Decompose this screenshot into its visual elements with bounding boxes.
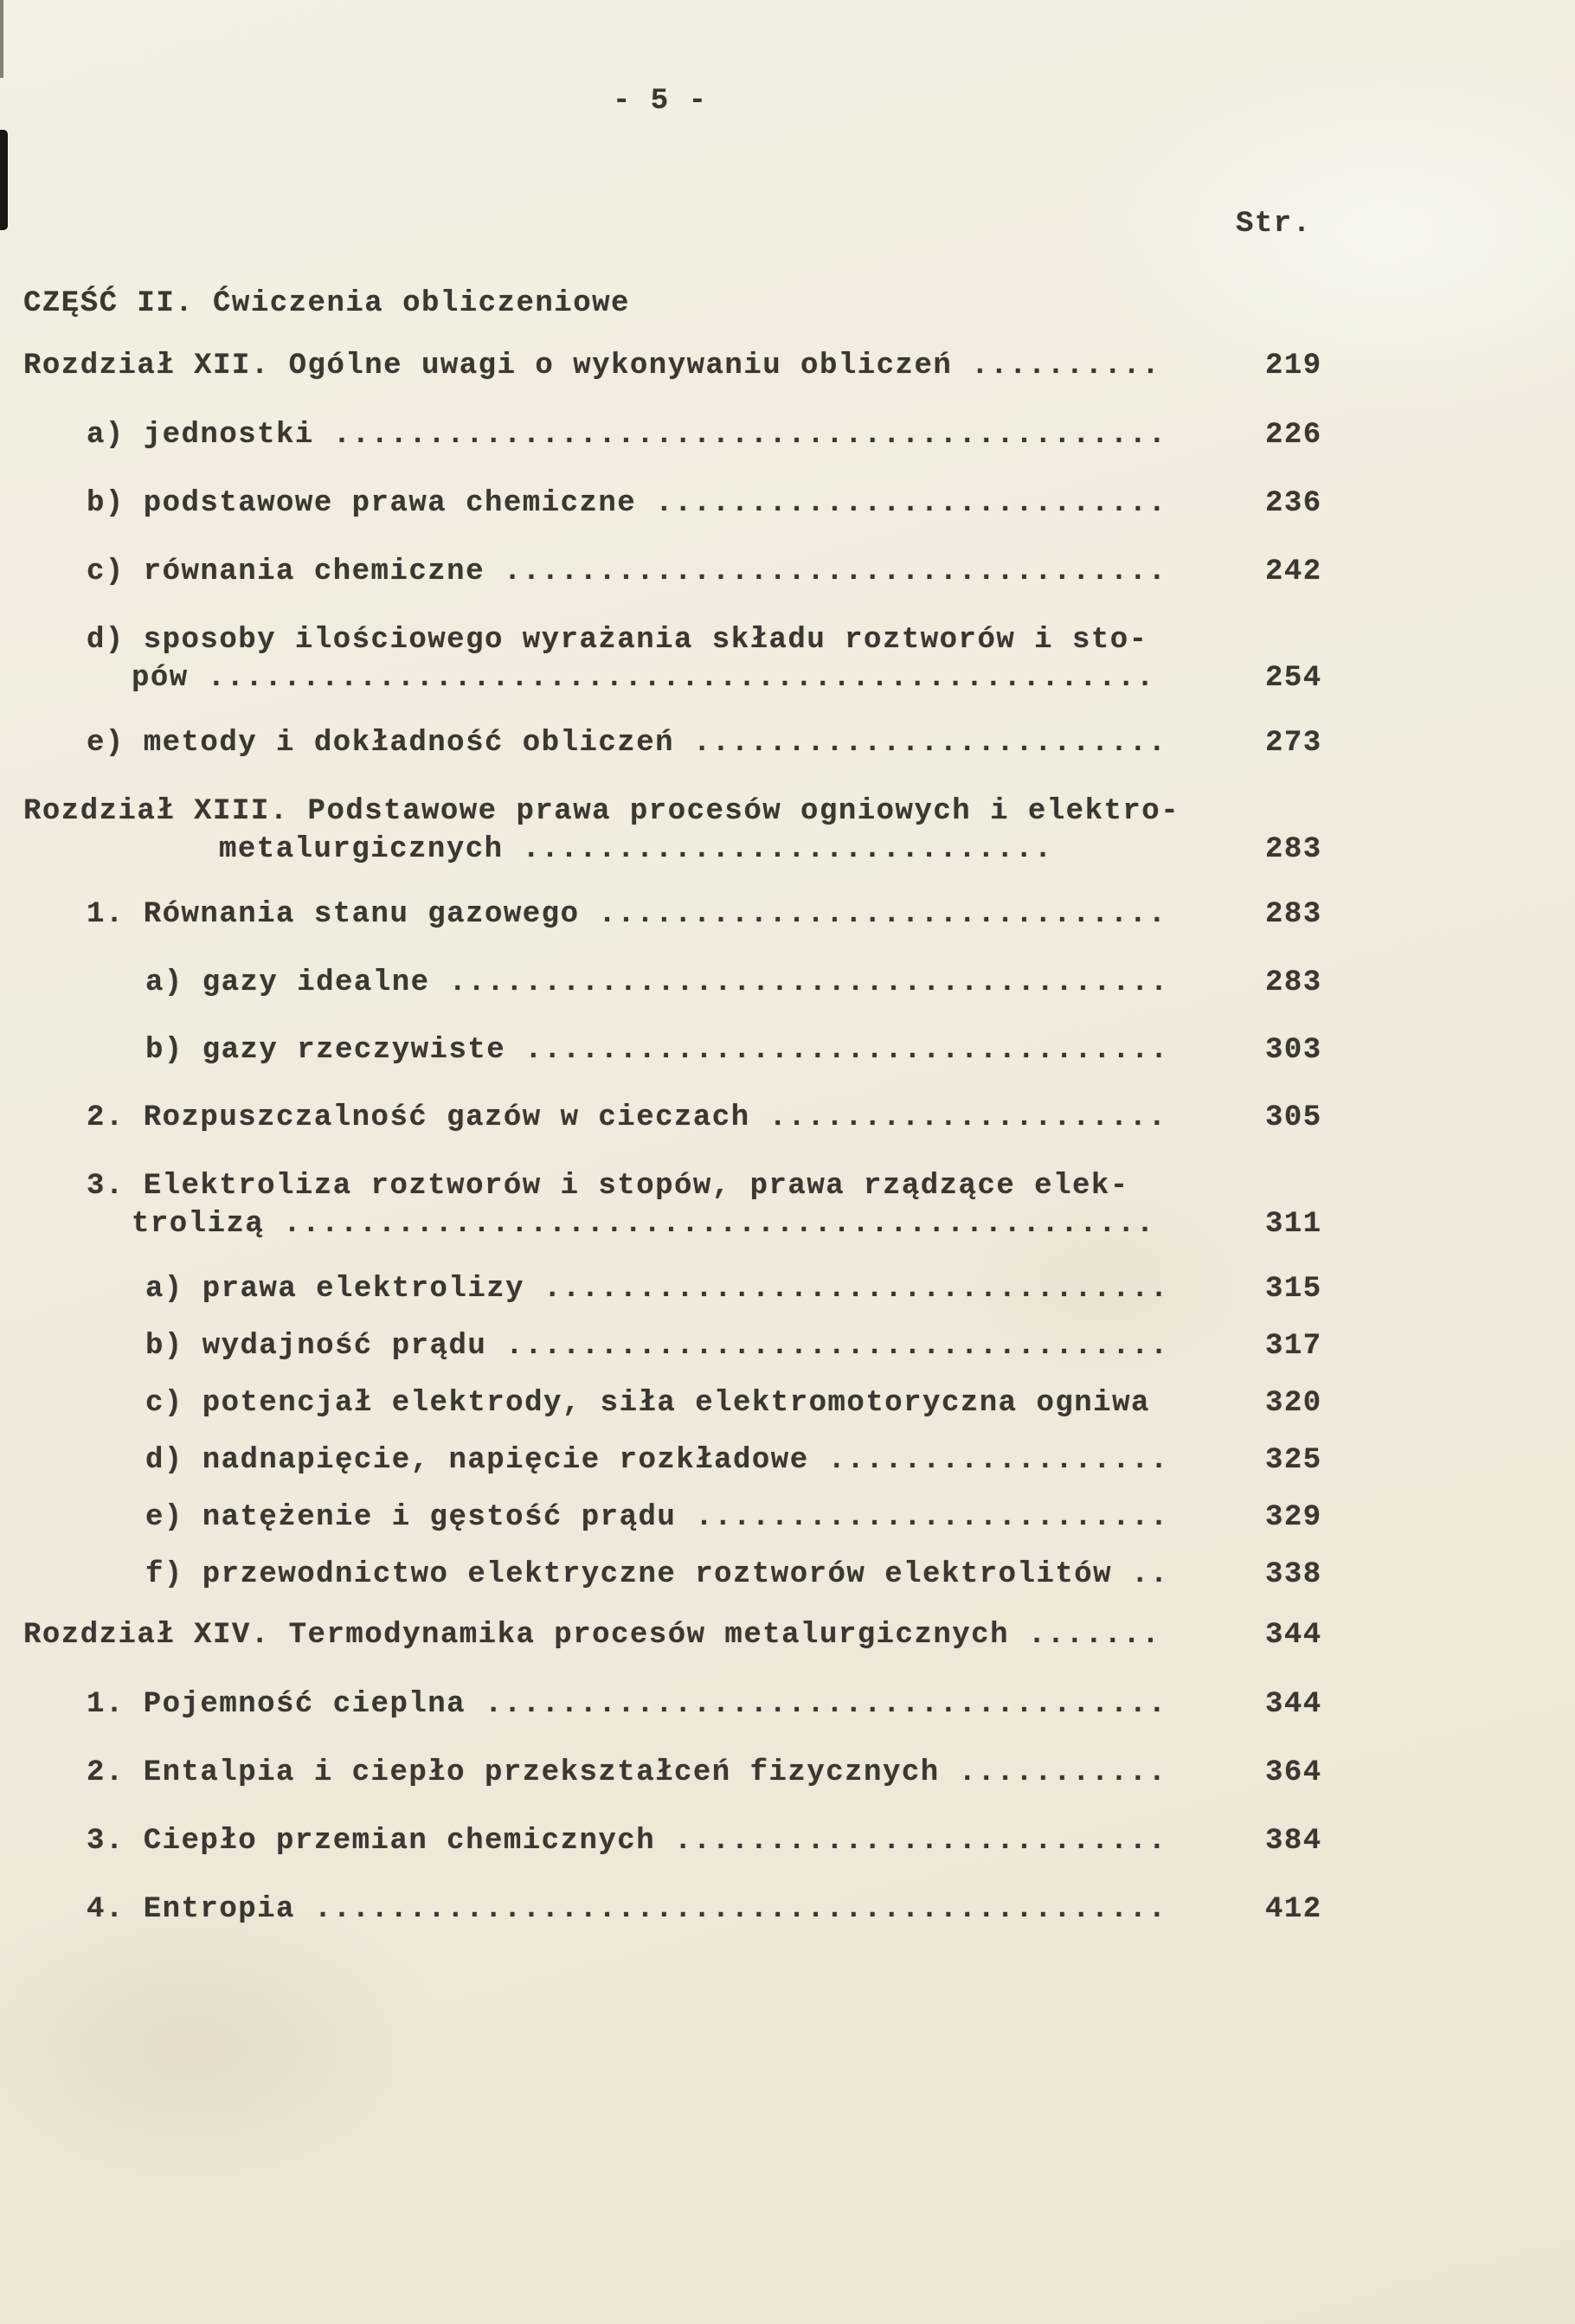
toc-entry-text: 3. Elektroliza roztworów i stopów, prawa rządzące elek- — [87, 1170, 1129, 1203]
scan-edge-artifact — [0, 130, 8, 230]
toc-page-number: 311 — [1265, 1208, 1322, 1241]
toc-row — [23, 1686, 1552, 1723]
toc-row — [23, 1557, 1552, 1593]
toc-row — [23, 1755, 1552, 1791]
scan-edge-artifact-top — [0, 0, 3, 78]
toc-page-number: 364 — [1265, 1756, 1322, 1789]
toc-page-number: 344 — [1265, 1619, 1322, 1652]
toc-row — [23, 1499, 1552, 1536]
toc-entry-text: b) gazy rzeczywiste .................................. — [145, 1034, 1169, 1067]
toc-entry-text: 1. Pojemność cieplna .................................... — [87, 1688, 1167, 1721]
toc-entry-text: a) gazy idealne ...................................... — [145, 966, 1169, 999]
toc-list — [23, 286, 1552, 1960]
toc-entry-text: CZĘŚĆ II. Ćwiczenia obliczeniowe — [23, 287, 630, 320]
toc-page-number: 320 — [1265, 1387, 1322, 1420]
toc-row — [23, 725, 1552, 761]
toc-entry-text: metalurgicznych ............................ — [219, 833, 1053, 866]
toc-row — [23, 660, 1552, 697]
toc-entry-text: c) potencjał elektrody, siła elektromotoryczna ogniwa — [145, 1387, 1150, 1420]
toc-row — [23, 1328, 1552, 1364]
toc-entry-text: 4. Entropia ............................................. — [87, 1893, 1167, 1926]
folio-page-number: - 5 - — [613, 85, 708, 118]
toc-entry-text: pów .................................................. — [132, 662, 1155, 695]
toc-entry-text: a) jednostki ............................................ — [87, 419, 1167, 452]
toc-entry-text: e) metody i dokładność obliczeń ......................... — [87, 727, 1167, 760]
toc-row — [23, 1032, 1552, 1069]
toc-page-number: 303 — [1265, 1034, 1322, 1067]
toc-entry-text: 1. Równania stanu gazowego .............................. — [87, 898, 1167, 931]
toc-page-number: 242 — [1265, 555, 1322, 588]
toc-row — [23, 554, 1552, 590]
toc-entry-text: Rozdział XIII. Podstawowe prawa procesów ogniowych i elektro- — [23, 795, 1180, 828]
toc-row — [23, 485, 1552, 522]
toc-entry-text: Rozdział XII. Ogólne uwagi o wykonywaniu obliczeń .......... — [23, 350, 1161, 382]
toc-entry-text: a) prawa elektrolizy ................................. — [145, 1273, 1169, 1306]
toc-page-number: 344 — [1265, 1688, 1322, 1721]
toc-row — [23, 1823, 1552, 1859]
toc-page-number: 412 — [1265, 1893, 1322, 1926]
toc-row — [23, 831, 1552, 868]
toc-row — [23, 1100, 1552, 1136]
toc-row — [23, 622, 1552, 658]
toc-page-number: 273 — [1265, 727, 1322, 760]
toc-entry-text: d) nadnapięcie, napięcie rozkładowe .................. — [145, 1444, 1169, 1477]
toc-page-number: 305 — [1265, 1101, 1322, 1134]
toc-row — [23, 1442, 1552, 1479]
toc-entry-text: b) podstawowe prawa chemiczne ........................... — [87, 487, 1167, 520]
toc-page-number: 329 — [1265, 1501, 1322, 1534]
toc-row — [23, 417, 1552, 453]
toc-row — [23, 348, 1552, 384]
toc-page-number: 283 — [1265, 966, 1322, 999]
toc-page-number: 325 — [1265, 1444, 1322, 1477]
toc-page-number: 317 — [1265, 1330, 1322, 1363]
toc-page-number: 226 — [1265, 419, 1322, 452]
toc-page-number: 338 — [1265, 1558, 1322, 1591]
toc-row — [23, 1617, 1552, 1653]
toc-row — [23, 1891, 1552, 1928]
toc-row — [23, 1168, 1552, 1204]
toc-row — [23, 965, 1552, 1001]
toc-entry-text: 2. Entalpia i ciepło przekształceń fizycznych ........... — [87, 1756, 1167, 1789]
toc-row — [23, 896, 1552, 933]
toc-page-number: 219 — [1265, 350, 1322, 382]
toc-entry-text: 2. Rozpuszczalność gazów w cieczach ..................... — [87, 1101, 1167, 1134]
toc-entry-text: e) natężenie i gęstość prądu ......................... — [145, 1501, 1169, 1534]
toc-page-number: 283 — [1265, 898, 1322, 931]
toc-row — [23, 1271, 1552, 1307]
toc-row — [23, 1206, 1552, 1242]
toc-entry-text: b) wydajność prądu ................................... — [145, 1330, 1169, 1363]
toc-entry-text: Rozdział XIV. Termodynamika procesów metalurgicznych ....... — [23, 1619, 1161, 1652]
toc-page-number: 283 — [1265, 833, 1322, 866]
toc-entry-text: trolizą .............................................. — [132, 1208, 1155, 1241]
page-column-header: Str. — [1236, 208, 1312, 241]
toc-page-number: 236 — [1265, 487, 1322, 520]
toc-entry-text: c) równania chemiczne ................................... — [87, 555, 1167, 588]
toc-row — [23, 793, 1552, 830]
toc-page-number: 254 — [1265, 662, 1322, 695]
toc-entry-text: 3. Ciepło przemian chemicznych .......................... — [87, 1825, 1167, 1858]
toc-entry-text: f) przewodnictwo elektryczne roztworów elektrolitów .. — [145, 1558, 1169, 1591]
toc-row — [23, 286, 1552, 322]
toc-page-number: 315 — [1265, 1273, 1322, 1306]
toc-row — [23, 1385, 1552, 1422]
toc-page-number: 384 — [1265, 1825, 1322, 1858]
toc-entry-text: d) sposoby ilościowego wyrażania składu roztworów i sto- — [87, 624, 1148, 657]
